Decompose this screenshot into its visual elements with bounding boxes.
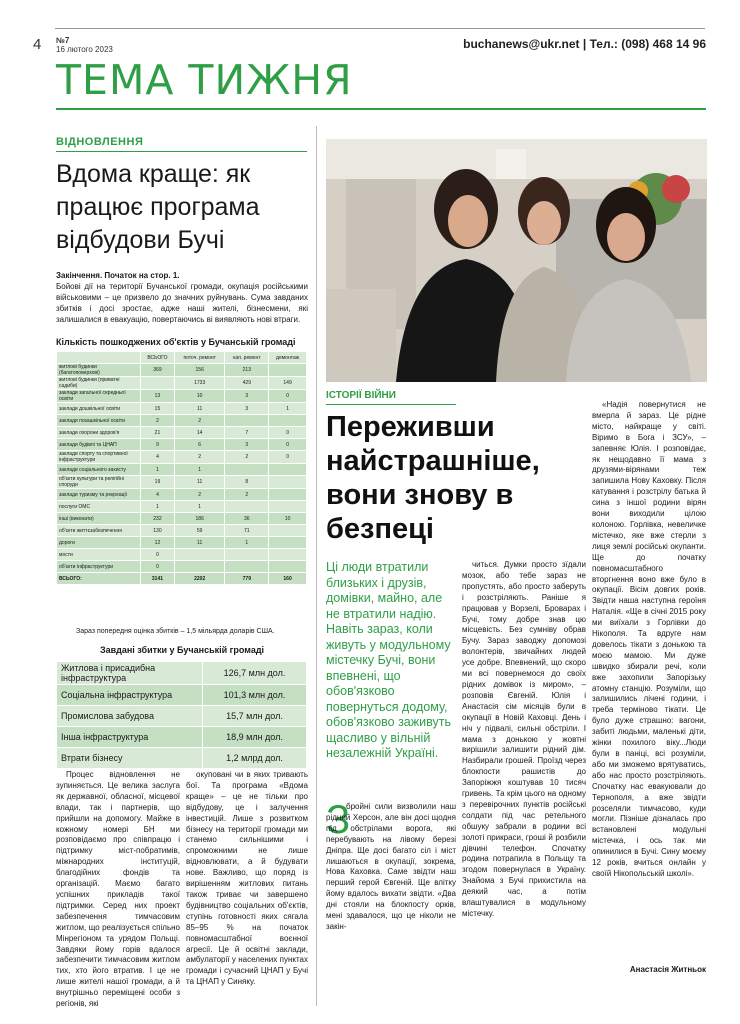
damage-table-title: Кількість пошкоджених об'єктів у Бучанській громаді bbox=[56, 337, 296, 347]
table-cell: 8 bbox=[225, 476, 269, 489]
table-cell: 156 bbox=[174, 364, 225, 377]
table-cell: 12 bbox=[141, 537, 175, 549]
page-number: 4 bbox=[33, 36, 42, 53]
table-row-label: дороги bbox=[57, 537, 141, 549]
rubric-divider-right bbox=[326, 404, 456, 405]
table-cell bbox=[225, 464, 269, 476]
losses-row bbox=[57, 662, 307, 685]
table-cell: 15 bbox=[141, 403, 175, 415]
table-cell: 11 bbox=[174, 537, 225, 549]
losses-table bbox=[56, 661, 307, 769]
table-cell: 1 bbox=[174, 464, 225, 476]
article-body-col2: окуповані чи в яких тривають бої. Та програма «Вдома краще» – це не тільки про відбудову, це і залучення інвестицій. Лише з розвитком бізнесу на території громади ми станемо сильнішими і спроможними не лише відновлювати, а й будувати нове. Важливо, що поряд із вирішенням житлових питань також триває чи завершено будівництво соціальних об'єктів, ступінь готовності яких сягала 85–95 % на початок повномасштабної воєнної агресії. Це й освітні заклади, амбулаторії у населених пунктах громади і сучасний ЦНАП у Бучі та ЦНАП у Синяку. bbox=[186, 770, 308, 987]
table-cell: 3 bbox=[225, 439, 269, 451]
rubric-label-right: ІСТОРІЇ ВІЙНИ bbox=[326, 390, 396, 401]
rubric-divider bbox=[56, 151, 307, 152]
table-row bbox=[57, 489, 307, 501]
column-divider bbox=[316, 126, 317, 1006]
issue-date: 16 лютого 2023 bbox=[56, 45, 113, 54]
table-row bbox=[57, 403, 307, 415]
table-row bbox=[57, 464, 307, 476]
table-cell: кап. ремонт bbox=[225, 352, 269, 364]
table-cell: 11 bbox=[174, 476, 225, 489]
table-total-row bbox=[57, 573, 307, 585]
table-cell bbox=[141, 377, 175, 390]
losses-amount: 1,2 млрд дол. bbox=[203, 748, 307, 769]
table-cell: 2 bbox=[225, 451, 269, 464]
table-row bbox=[57, 549, 307, 561]
table-cell: 0 bbox=[269, 390, 307, 403]
photo-three-women bbox=[326, 139, 707, 382]
section-title: ТЕМА ТИЖНЯ bbox=[56, 56, 353, 104]
table-cell: 1 bbox=[269, 403, 307, 415]
table-cell: 2 bbox=[174, 489, 225, 501]
table-cell: 779 bbox=[225, 573, 269, 585]
table-cell: 369 bbox=[141, 364, 175, 377]
top-rule bbox=[55, 28, 705, 29]
losses-amount: 101,3 млн дол. bbox=[203, 685, 307, 706]
losses-amount: 126,7 млн дол. bbox=[203, 662, 307, 685]
table-cell: поточ. ремонт bbox=[174, 352, 225, 364]
table-cell: 4 bbox=[141, 489, 175, 501]
table-cell bbox=[225, 415, 269, 427]
story-body-col1 bbox=[326, 798, 456, 933]
table-row-label: житлові будинки (приватні садиби) bbox=[57, 377, 141, 390]
rubric-label: ВІДНОВЛЕННЯ bbox=[56, 136, 144, 148]
table-cell: 11 bbox=[174, 403, 225, 415]
intro-text: Бойові дії на території Бучанської громади, окупація російськими військовими – це призвело до значних руйнувань. Сума завданих збитків і досі зростає, адже наші жителі, бізнесмени, які залишалися в евакуацію, повертаючись ві виявляють нові втраги. bbox=[56, 282, 308, 324]
losses-amount: 15,7 млн дол. bbox=[203, 706, 307, 727]
table-cell: 2 bbox=[225, 489, 269, 501]
table-cell: 3 bbox=[225, 390, 269, 403]
table-cell: 36 bbox=[225, 513, 269, 525]
table-cell: 149 bbox=[269, 377, 307, 390]
table-row-label: заклади спорту та спортивної інфраструктури bbox=[57, 451, 141, 464]
table-cell bbox=[269, 537, 307, 549]
table-row bbox=[57, 390, 307, 403]
article-headline: Вдома краще: як працює програма відбудови Бучі bbox=[56, 160, 260, 254]
table-cell: 9 bbox=[141, 439, 175, 451]
table-row-label: заклади туризму та рекреації bbox=[57, 489, 141, 501]
article-body-col1: Процес відновлення не зупиняється. Це велика заслуга як державної, обласної, місцевої влади, так і партнерів, що прийшли на допомогу. Майже в кожному номері БН ми розповідаємо про співпрацю і підтримку міст-побратимів, міжнародних інституцій, благодійних фондів та організацій. Маємо багато успішних прикладів такої підтримки. Серед них проект забезпечення тимчасовим житлом, що реалізується спільно Мінрегіоном та урядом Польщі. Завдяки йому горів вдалося забезпечити тимчасовим житлом тих, хто його втратив. І це не лише жителі нашої громади, а й внутрішньо переміщені особи з регіонів, які bbox=[56, 770, 180, 1009]
table-row-label: мости bbox=[57, 549, 141, 561]
table-cell: 19 bbox=[141, 476, 175, 489]
table-row-label: об'єкти інфраструктури bbox=[57, 561, 141, 573]
table-row-label: заклади дошкільної освіти bbox=[57, 403, 141, 415]
table-cell: 2 bbox=[174, 415, 225, 427]
table-row-label: послуги ОМС bbox=[57, 501, 141, 513]
intro-continuation: Закінчення. Початок на стор. 1. bbox=[56, 271, 180, 280]
table-row bbox=[57, 377, 307, 390]
table-cell bbox=[225, 501, 269, 513]
table-cell bbox=[269, 364, 307, 377]
table-cell bbox=[269, 464, 307, 476]
losses-table-title: Завдані збитки у Бучанській громаді bbox=[99, 645, 265, 655]
table-cell: 1 bbox=[141, 464, 175, 476]
table-cell: 6 bbox=[174, 439, 225, 451]
table-cell: 186 bbox=[174, 513, 225, 525]
table-row bbox=[57, 415, 307, 427]
table-cell: 10 bbox=[174, 390, 225, 403]
table-cell bbox=[269, 549, 307, 561]
table-cell: 21 bbox=[141, 427, 175, 439]
table-header-row bbox=[57, 352, 307, 364]
table-row bbox=[57, 513, 307, 525]
table-cell: 232 bbox=[141, 513, 175, 525]
table-row-label: заклади загальної середньої освіти bbox=[57, 390, 141, 403]
table-cell: 0 bbox=[269, 451, 307, 464]
losses-row bbox=[57, 748, 307, 769]
table-row bbox=[57, 561, 307, 573]
table-cell bbox=[269, 561, 307, 573]
losses-category: Втрати бізнесу bbox=[57, 748, 203, 769]
table-cell: 71 bbox=[225, 525, 269, 537]
table-row bbox=[57, 537, 307, 549]
table-cell: 1 bbox=[225, 537, 269, 549]
table-cell: 2202 bbox=[174, 573, 225, 585]
table-cell bbox=[269, 501, 307, 513]
contact-info: buchanews@ukr.net | Тел.: (098) 468 14 96 bbox=[463, 37, 706, 51]
table-cell: 3141 bbox=[141, 573, 175, 585]
table-cell: 1 bbox=[174, 501, 225, 513]
table-cell: 4 bbox=[141, 451, 175, 464]
story-lead: Ці люди втратили близьких і друзів, домівки, майно, але не втратили надію. Навіть зараз, коли живуть у модульному містечку Бучі, вони впевнені, що обов'язково повернуться додому, обов'язково заживуть щасливо у вільній незалежній Україні. bbox=[326, 560, 451, 760]
table-row bbox=[57, 364, 307, 377]
article-photo bbox=[326, 139, 707, 382]
table-row bbox=[57, 439, 307, 451]
table-cell: 1733 bbox=[174, 377, 225, 390]
damage-objects-table bbox=[56, 351, 307, 585]
table-row-label: інші (виконати) bbox=[57, 513, 141, 525]
losses-row bbox=[57, 685, 307, 706]
table-cell: 130 bbox=[141, 525, 175, 537]
table-row-label: заклади позашкільної освіти bbox=[57, 415, 141, 427]
table-cell: 0 bbox=[269, 439, 307, 451]
table-row-label: об'єкти життєзабезпечення bbox=[57, 525, 141, 537]
losses-row bbox=[57, 706, 307, 727]
table-cell bbox=[269, 476, 307, 489]
table-row-label: заклади охорони здоров'я bbox=[57, 427, 141, 439]
table-cell: 3 bbox=[225, 403, 269, 415]
table-cell: 429 bbox=[225, 377, 269, 390]
table-row bbox=[57, 501, 307, 513]
table-row-label: об'єкти культури та релігійні споруди bbox=[57, 476, 141, 489]
table-row bbox=[57, 525, 307, 537]
table-cell: 213 bbox=[225, 364, 269, 377]
table-cell bbox=[269, 415, 307, 427]
story-body-col3: «Надія повернутися не вмерла й зараз. Це рідне місто, найкраще у світі. Віримо в Бога і ЗСУ», – запевняє Юлія. І розповідає, як нещодавно її мама з друзями-вірянами теж запишила Нову Каховку. Після катування і розстрілу батька й сина з іншої родини вірян вони виходили цілою колоною. Горлівка, невеличке містечко, яке вже стерли з лиця землі російські окупанти. Ще до початку повномасштабного вторгнення воно вже було в окупації. Вісім довгих років. Звідти наша наступна героїня Наталія. «Ще в січні 2015 року ми виїхали з Горлівки до Нікополя. Та вдруге нам довелось тікати з донькою та моєю мамою. Ми дуже швидко збирали речі, коли вже захопили Запорізьку атомну станцію. Розуміли, що залишились лічені години, і треба терміново тікати. Це було дуже страшно: вагони, забиті людьми, маленькі діти, жінки похилого віку...Люди були в паніці, всі розуміли, або ми зможемо врятуватись, або нас просто розстріляють. Спочатку нас евакуювали до Тернополя, а вже звідти розселяли тимчасово, куди могли. Пізніше дізналась про встановлені модульні містечка, і ось так ми опинилися в Бучі. Сину моєму 12 років, вчиться онлайн у своїй Нікопольській школі». bbox=[592, 400, 706, 878]
table-row-label: заклади соціального захисту bbox=[57, 464, 141, 476]
table-cell: 59 bbox=[174, 525, 225, 537]
table-row-label: житлові будинки (багатоповерхові) bbox=[57, 364, 141, 377]
losses-category: Житлова і присадибна інфраструктура bbox=[57, 662, 203, 685]
table-cell: 0 bbox=[269, 427, 307, 439]
table-cell: 0 bbox=[141, 561, 175, 573]
table-cell bbox=[174, 561, 225, 573]
losses-category: Промислова забудова bbox=[57, 706, 203, 727]
table-cell bbox=[225, 561, 269, 573]
table-cell bbox=[174, 549, 225, 561]
table-cell: 7 bbox=[225, 427, 269, 439]
estimate-note: Зараз попередня оцінка збитків – 1,5 мільярда доларів США. bbox=[76, 628, 275, 635]
drop-cap: З bbox=[326, 798, 351, 842]
table-cell: демонтаж bbox=[269, 352, 307, 364]
table-cell: 2 bbox=[174, 451, 225, 464]
table-cell bbox=[225, 549, 269, 561]
losses-category: Інша інфраструктура bbox=[57, 727, 203, 748]
article-intro bbox=[56, 270, 308, 325]
table-cell: 2 bbox=[141, 415, 175, 427]
losses-amount: 18,9 млн дол. bbox=[203, 727, 307, 748]
table-row bbox=[57, 451, 307, 464]
table-cell: 160 bbox=[269, 573, 307, 585]
author-byline: Анастасія Житньок bbox=[629, 965, 706, 974]
story-headline: Переживши найстрашніше, вони знову в безпеці bbox=[326, 411, 540, 545]
table-row-label: ВСЬОГО: bbox=[57, 573, 141, 585]
table-row-label bbox=[57, 352, 141, 364]
losses-category: Соціальна інфраструктура bbox=[57, 685, 203, 706]
table-cell: 13 bbox=[141, 390, 175, 403]
story-body-col1-text: бройні сили визволили наш рідний Херсон, але він досі щодня під обстрілами ворога, які перебувають на лівому березі Дніпра. Ще досі багато сіл і міст лишаються в окупації, зокрема, Нова Каховка. Саме звідти наш перший герой Євгеній. Ще влітку йому вдалось вихати звідти. «Два дні стояли на блокпосту орків, мені здавалося, що це ніколи не закін- bbox=[326, 802, 456, 931]
section-divider bbox=[56, 108, 706, 110]
issue-info bbox=[56, 36, 113, 54]
table-cell: 0 bbox=[141, 549, 175, 561]
losses-row bbox=[57, 727, 307, 748]
table-cell: 1 bbox=[141, 501, 175, 513]
table-cell bbox=[269, 525, 307, 537]
table-row bbox=[57, 476, 307, 489]
table-cell: 14 bbox=[174, 427, 225, 439]
table-cell bbox=[269, 489, 307, 501]
story-body-col2: читься. Думки просто зїдали мозок, або тебе зараз не пропустять, або просто заберуть і розстріляють. Раніше я працював у Ворзелі, Броварах і Бучі, тому добре знав цю місцевість. Без сумніву обрав Бучу. Зараз заводжу допомозі волонтерів, звичайних людей усе добре. Впевнений, що скоро ми всі повернемося до своїх рідних домівок із миром», – розповів Євгеній. Юлія і Анастасія сім місяців були в окупації в Новій Каховці. День і ніч у підвалі, сильні обстріли. І мама з донькою у жовтні вирішили залишити рідний дім. Назбирали грошей. Проїзд через блокпости рашистів до Запоріжжя коштував 10 тисяч гривень. Та крім цього на одному з перевірочних пунктів російські солдати під час ретельного обшуку забрали в родини всі золоті прикраси, гроші й розбили дівчині телефон. Спочатку родина потрапила в Польщу та згодом повернулася в Україну. Знайома з Бучі прихистила на деякий час, а потім влаштувалися в модульному містечку. bbox=[462, 560, 586, 918]
table-cell: 10 bbox=[269, 513, 307, 525]
table-row bbox=[57, 427, 307, 439]
table-cell: ВСЬОГО bbox=[141, 352, 175, 364]
table-row-label: заклади будівлі та ЦНАП bbox=[57, 439, 141, 451]
issue-number: №7 bbox=[56, 36, 70, 45]
